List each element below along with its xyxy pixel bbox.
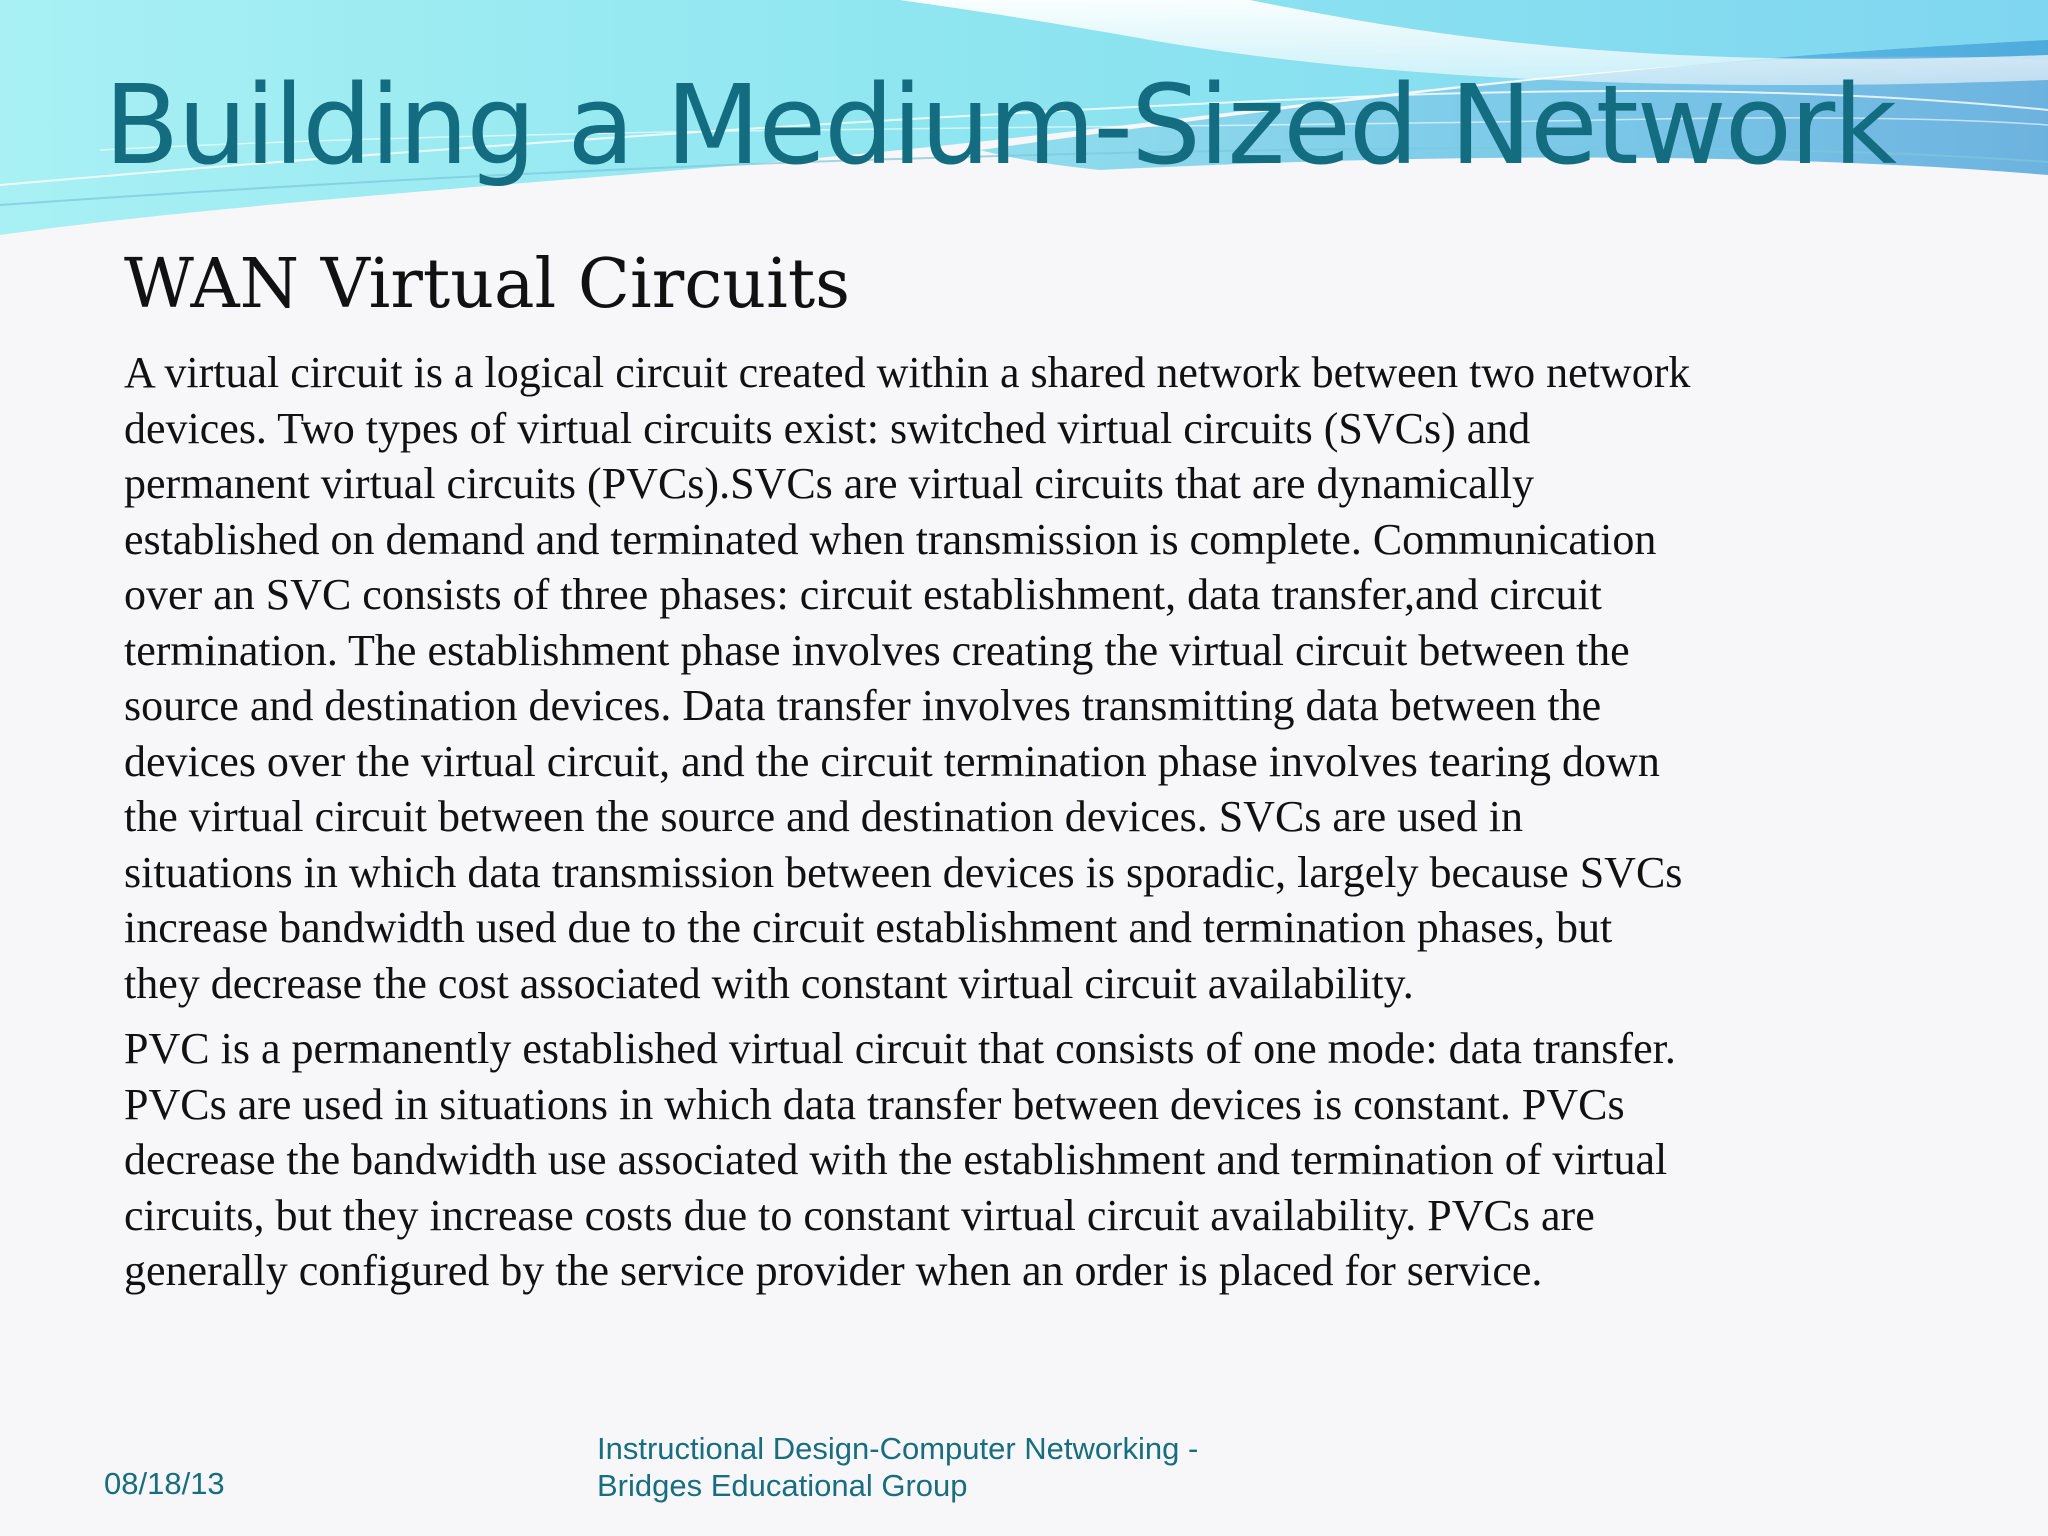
paragraph-pvc	[124, 1021, 1924, 1299]
text-line: PVCs are used in situations in which data transfer between devices is constant. PVCs	[124, 1079, 1625, 1129]
text-line: permanent virtual circuits (PVCs).SVCs are virtual circuits that are dynamically	[124, 459, 1535, 508]
text-line: PVC is a permanently established virtual circuit that consists of one mode: data transfer.	[124, 1024, 1676, 1073]
footer-credit	[597, 1430, 1198, 1504]
text-line: situations in which data transmission between devices is sporadic, largely because SVCs	[124, 847, 1683, 897]
text-line: decrease the bandwidth use associated with the establishment and termination of virtual	[124, 1135, 1668, 1184]
text-line: they decrease the cost associated with constant virtual circuit availability.	[124, 958, 1414, 1008]
text-line: over an SVC consists of three phases: circuit establishment, data transfer,and circuit	[124, 570, 1602, 619]
text-line: termination. The establishment phase involves creating the virtual circuit between the	[124, 625, 1630, 675]
footer-credit-line: Instructional Design-Computer Networking -	[597, 1431, 1199, 1466]
text-line: A virtual circuit is a logical circuit created within a shared network between two network	[124, 348, 1691, 397]
text-line: the virtual circuit between the source and destination devices. SVCs are used in	[124, 792, 1524, 841]
text-line: established on demand and terminated when transmission is complete. Communication	[124, 514, 1657, 564]
text-line: source and destination devices. Data transfer involves transmitting data between the	[124, 681, 1602, 730]
slide-title: Building a Medium-Sized Network	[104, 61, 1895, 189]
slide-subtitle: WAN Virtual Circuits	[124, 245, 851, 324]
footer-credit-line: Bridges Educational Group	[597, 1468, 968, 1503]
text-line: circuits, but they increase costs due to constant virtual circuit availability. PVCs are	[124, 1190, 1595, 1240]
text-line: increase bandwidth used due to the circuit establishment and termination phases, but	[124, 903, 1613, 952]
slide-body	[124, 345, 1924, 1309]
footer-date: 08/18/13	[104, 1466, 225, 1501]
text-line: devices over the virtual circuit, and the circuit termination phase involves tearing down	[124, 736, 1660, 786]
text-line: generally configured by the service provider when an order is placed for service.	[124, 1246, 1543, 1295]
paragraph-svc	[124, 345, 1924, 1011]
text-line: devices. Two types of virtual circuits exist: switched virtual circuits (SVCs) and	[124, 403, 1531, 453]
